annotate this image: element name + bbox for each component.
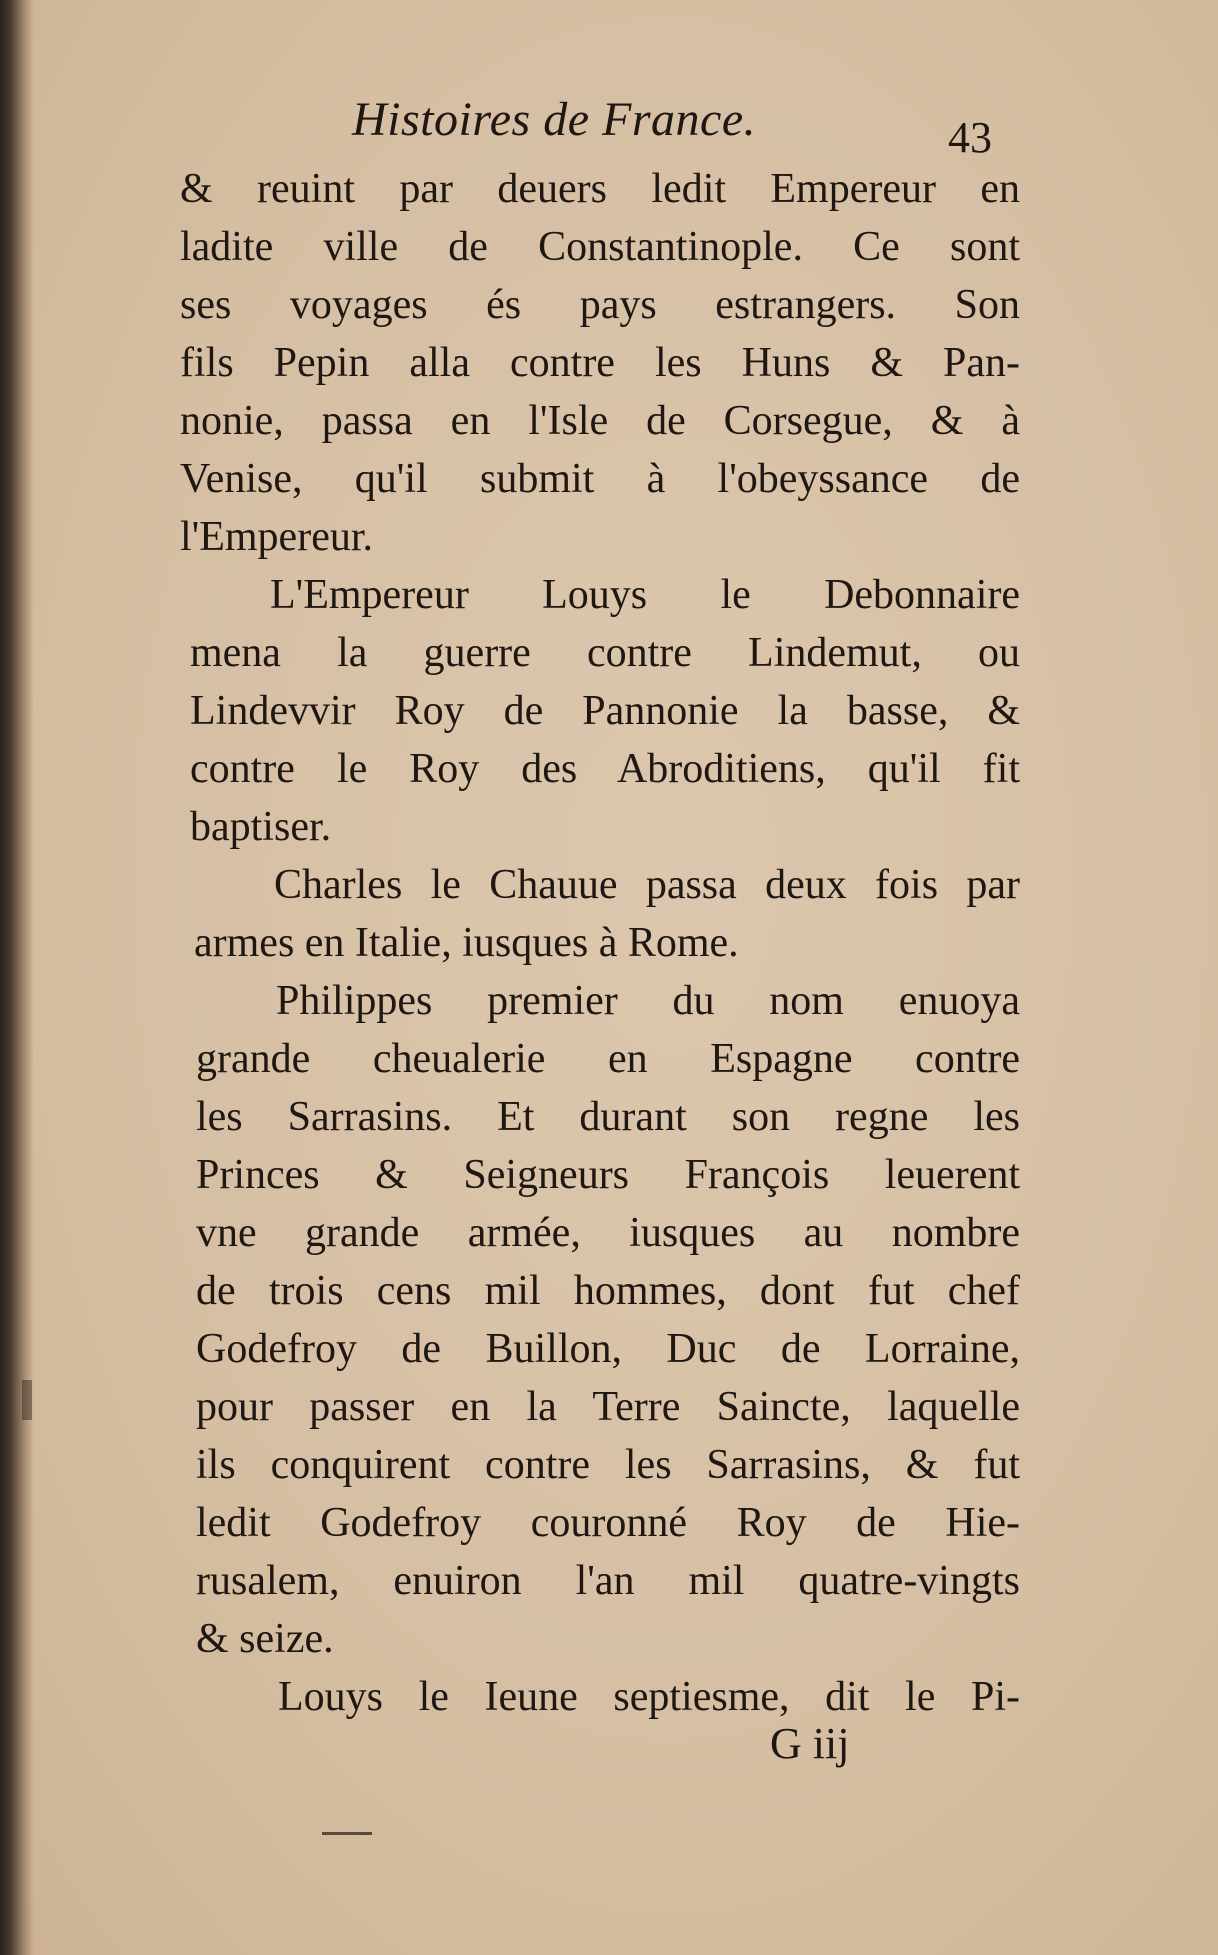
paragraph (194, 856, 1020, 972)
text-line: armes en Italie, iusques à Rome. (194, 920, 739, 966)
text-line: ils conquirent contre les Sarrasins, & fut (196, 1442, 1020, 1488)
text-line: l'Empereur. (180, 514, 373, 560)
text-line: grande cheualerie en Espagne contre (196, 1036, 1020, 1082)
text-line: les Sarrasins. Et durant son regne les (196, 1094, 1020, 1140)
page-header (0, 92, 1218, 162)
text-line: fils Pepin alla contre les Huns & Pan- (180, 340, 1020, 386)
text-line: vne grande armée, iusques au nombre (196, 1210, 1020, 1256)
text-line: ses voyages és pays estrangers. Son (180, 282, 1020, 328)
text-line: & reuint par deuers ledit Empereur en (180, 166, 1020, 212)
text-line: ledit Godefroy couronné Roy de Hie- (196, 1500, 1020, 1546)
text-line: Venise, qu'il submit à l'obeyssance de (180, 456, 1020, 502)
paragraph (196, 972, 1020, 1668)
page-number: 43 (948, 113, 992, 162)
text-line: Princes & Seigneurs François leuerent (196, 1152, 1020, 1198)
text-line: Godefroy de Buillon, Duc de Lorraine, (196, 1326, 1020, 1372)
running-title: Histoires de France. (352, 93, 757, 146)
paragraph (198, 1668, 1020, 1726)
signature-mark: G iij (770, 1719, 850, 1768)
text-line: Philippes premier du nom enuoya (276, 978, 1020, 1024)
text-line: L'Empereur Louys le Debonnaire (270, 572, 1020, 618)
text-line: contre le Roy des Abroditiens, qu'il fit (190, 746, 1020, 792)
text-line: de trois cens mil hommes, dont fut chef (196, 1268, 1020, 1314)
text-line: & seize. (196, 1616, 334, 1662)
text-line: rusalem, enuiron l'an mil quatre-vingts (196, 1558, 1020, 1604)
text-line: ladite ville de Constantinople. Ce sont (180, 224, 1020, 270)
text-line: Louys le Ieune septiesme, dit le Pi- (278, 1674, 1020, 1720)
text-line: Charles le Chauue passa deux fois par (274, 862, 1020, 908)
page-gutter (0, 0, 34, 1955)
text-line: baptiser. (190, 804, 332, 850)
text-line: Lindevvir Roy de Pannonie la basse, & (190, 688, 1020, 734)
paragraph (180, 160, 1020, 566)
ink-stain (22, 1380, 32, 1420)
text-line: mena la guerre contre Lindemut, ou (190, 630, 1020, 676)
text-line: nonie, passa en l'Isle de Corsegue, & à (180, 398, 1020, 444)
text-line: pour passer en la Terre Saincte, laquelle (196, 1384, 1020, 1430)
paragraph (190, 566, 1020, 856)
ink-mark (322, 1832, 372, 1835)
body-text (180, 160, 1020, 1726)
